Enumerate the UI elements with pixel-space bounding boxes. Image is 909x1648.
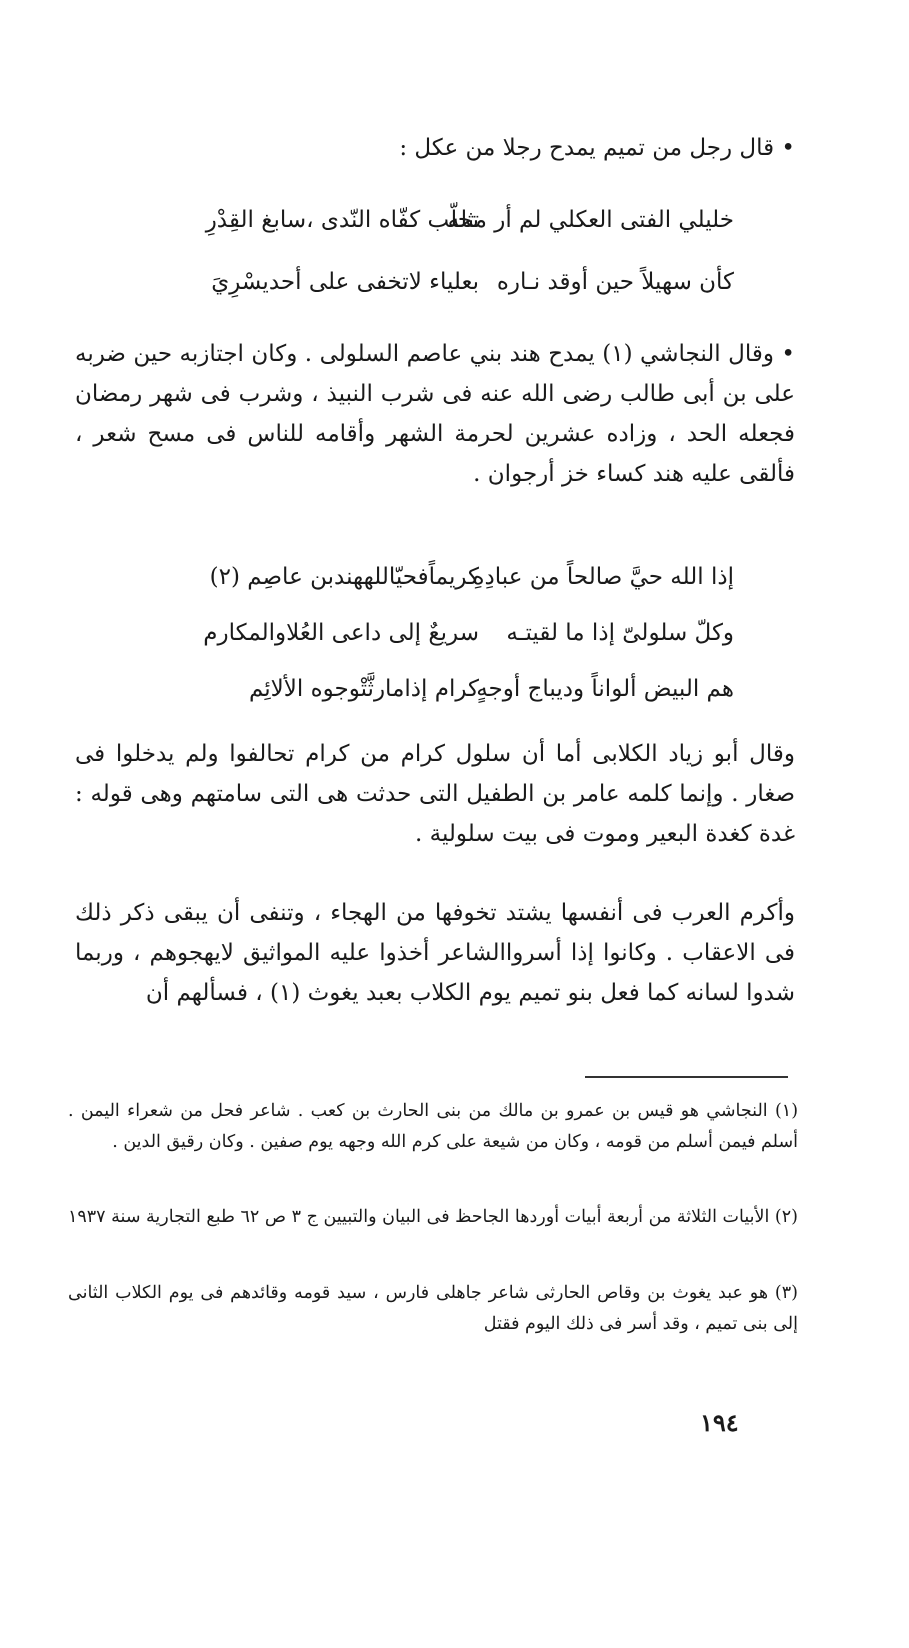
verse-5-first-hemistich: هم البيض ألواناً وديباج أوجهٍ [476,676,734,702]
verse-5-second-hemistich: كرام إذامارثَّتْوجوه الألائِم [248,676,479,702]
page-number: ١٩٤ [700,1408,739,1437]
verse-1-second-hemistich: تحلّب كفّاه النّدى ،سابغ القِدْرِ [205,207,479,233]
verse-1 [0,200,909,240]
verse-4-second-hemistich: سريعٌ إلى داعى العُلاوالمكارم [203,620,479,646]
verse-1-first-hemistich: خليلي الفتى العكلي لم أر مثله [447,207,734,233]
footnote-1: (١) النجاشي هو قيس بن عمرو بن مالك من بنى الحارث بن كعب . شاعر فحل من شعراء اليمن . أسلم فيمن أسلم من قومه ، وكان من شيعة على كرم الله وجهه يوم صفين . وكان رقيق الدين . [68,1101,799,1152]
intro-line-1: • قال رجل من تميم يمدح رجلا من عكل : [399,135,795,161]
verse-2-first-hemistich: كأن سهيلاً حين أوقد نـاره [496,269,734,295]
paragraph-arab-honor: وأكرم العرب فى أنفسها يشتد تخوفها من الهجاء ، وتنفى أن يبقى ذكر ذلك فى الاعقاب . وكانوا إذا أسرواالشاعر أخذوا عليه المواثيق لايهجوهم ، وربما شدوا لسانه كما فعل بنو تميم يوم الكلاب بعبد يغوث (١) ، فسألهم أن [75,900,795,1006]
paragraph-abu-ziyad: وقال أبو زياد الكلابى أما أن سلول كرام من كرام تحالفوا ولم يدخلوا فى صغار . وإنما كلمه عامر بن الطفيل التى حدثت هى التى سامتهم وهى قوله : غدة كغدة البعير وموت فى بيت سلولية . [75,741,795,847]
verse-2 [0,262,909,302]
verse-2-second-hemistich: بعلياء لاتخفى على أحديسْرِيَ [211,269,479,295]
verse-5 [0,669,909,709]
verse-4-first-hemistich: وكلّ سلولىّ إذا ما لقيتـه [506,620,734,646]
verse-3-second-hemistich: كريماًفحيّاللههندبن عاصِم (٢) [209,564,479,590]
verse-4 [0,613,909,653]
verse-3 [0,557,909,597]
footnote-separator [585,1076,788,1078]
paragraph-najashi: • وقال النجاشي (١) يمدح هند بني عاصم السلولى . وكان اجتازبه حين ضربه على بن أبى طالب رضى الله عنه فى شرب النبيذ ، وشرب فى شهر رمضان فجعله الحد ، وزاده عشرين لحرمة الشهر وأقامه للناس فى مسح شعر ، فألقى عليه هند كساء خز أرجوان . [75,341,795,487]
footnote-3: (٣) هو عبد يغوث بن وقاص الحارثى شاعر جاهلى فارس ، سيد قومه وقائدهم فى يوم الكلاب الثانى إلى بنى تميم ، وقد أسر فى ذلك اليوم فقتل [68,1283,798,1334]
footnote-2: (٢) الأبيات الثلاثة من أربعة أبيات أوردها الجاحظ فى البيان والتبيين ج ٣ ص ٦٢ طبع التجارية سنة ١٩٣٧ [67,1207,798,1227]
verse-3-first-hemistich: إذا الله حيَّ صالحاً من عبادِهِ [472,564,734,590]
